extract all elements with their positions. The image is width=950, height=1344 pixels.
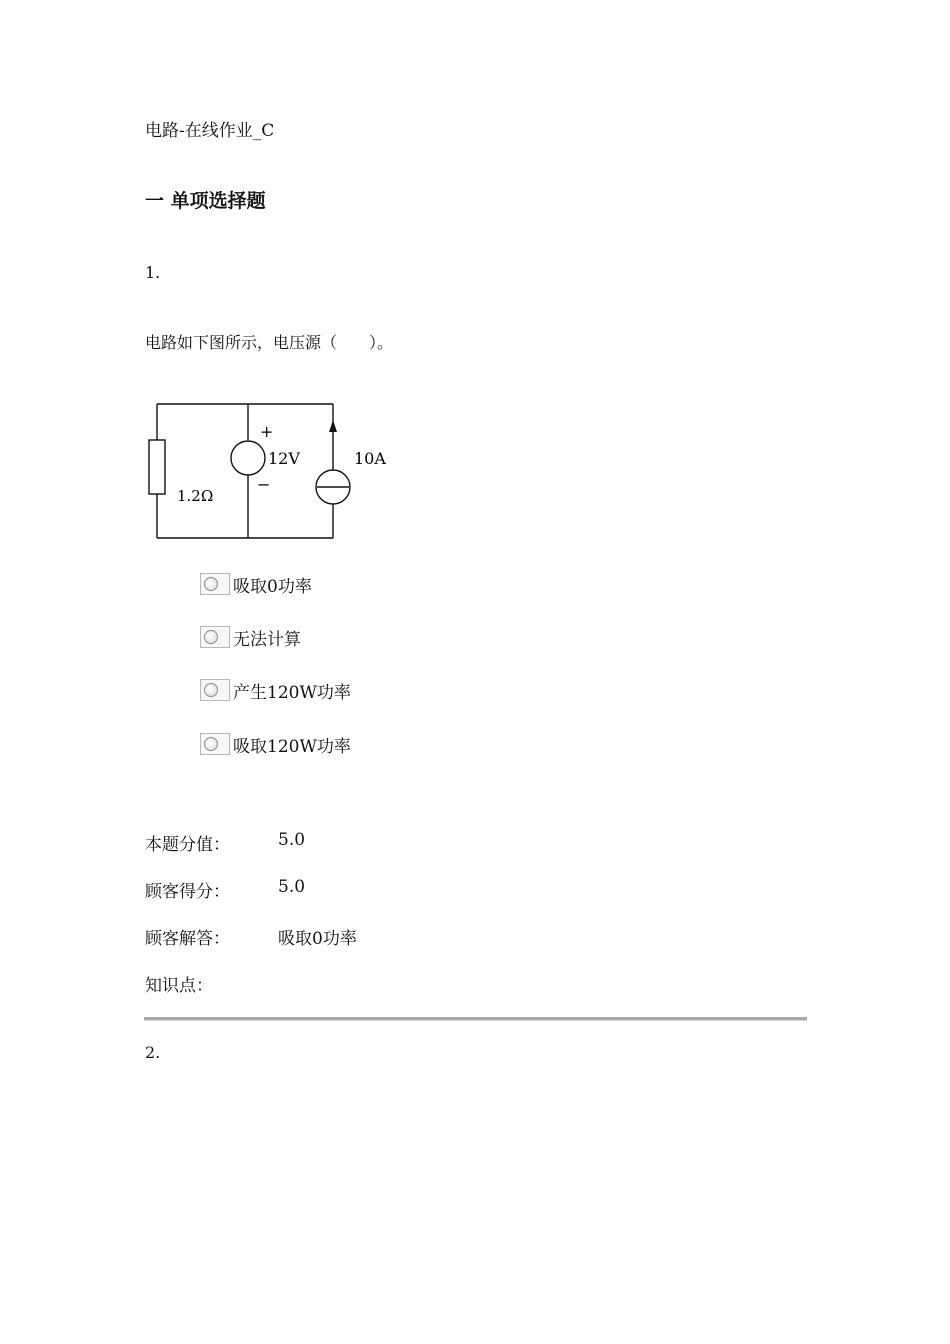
option-b[interactable] [200, 622, 301, 652]
document-title: 电路-在线作业_C [145, 121, 275, 141]
voltage-label: 12V [268, 449, 300, 468]
circuit-diagram [145, 392, 405, 544]
radio-button[interactable] [200, 733, 230, 755]
answer-value: 吸取0功率 [278, 929, 357, 949]
resistor-symbol [149, 440, 165, 494]
radio-button[interactable] [200, 573, 230, 595]
plus-sign: + [260, 422, 274, 441]
minus-sign: − [257, 475, 271, 494]
question-number: 2. [145, 1043, 161, 1062]
current-label: 10A [354, 449, 386, 468]
earned-value: 5.0 [278, 877, 306, 897]
option-a[interactable] [200, 569, 312, 599]
radio-button[interactable] [200, 626, 230, 648]
radio-circle-icon [204, 577, 218, 591]
score-label: 本题分值： [145, 835, 230, 855]
option-label: 吸取120W功率 [233, 736, 351, 757]
question-text: 电路如下图所示，电压源（ ）。 [145, 333, 394, 352]
current-direction-arrow [329, 420, 337, 432]
radio-circle-icon [204, 737, 218, 751]
option-c[interactable] [200, 675, 351, 705]
section-title: 一 单项选择题 [145, 190, 266, 212]
option-label: 无法计算 [233, 629, 301, 650]
question-divider [144, 1017, 807, 1021]
resistor-label: 1.2Ω [177, 487, 214, 505]
radio-circle-icon [204, 683, 218, 697]
radio-button[interactable] [200, 679, 230, 701]
option-d[interactable] [200, 729, 351, 759]
question-number: 1. [145, 263, 161, 282]
knowledge-label: 知识点： [145, 976, 213, 996]
voltage-source-symbol [231, 441, 265, 475]
option-label: 吸取0功率 [233, 576, 312, 597]
option-label: 产生120W功率 [233, 682, 351, 703]
answer-label: 顾客解答： [145, 929, 230, 949]
radio-circle-icon [204, 630, 218, 644]
earned-label: 顾客得分： [145, 882, 230, 902]
score-value: 5.0 [278, 830, 306, 850]
